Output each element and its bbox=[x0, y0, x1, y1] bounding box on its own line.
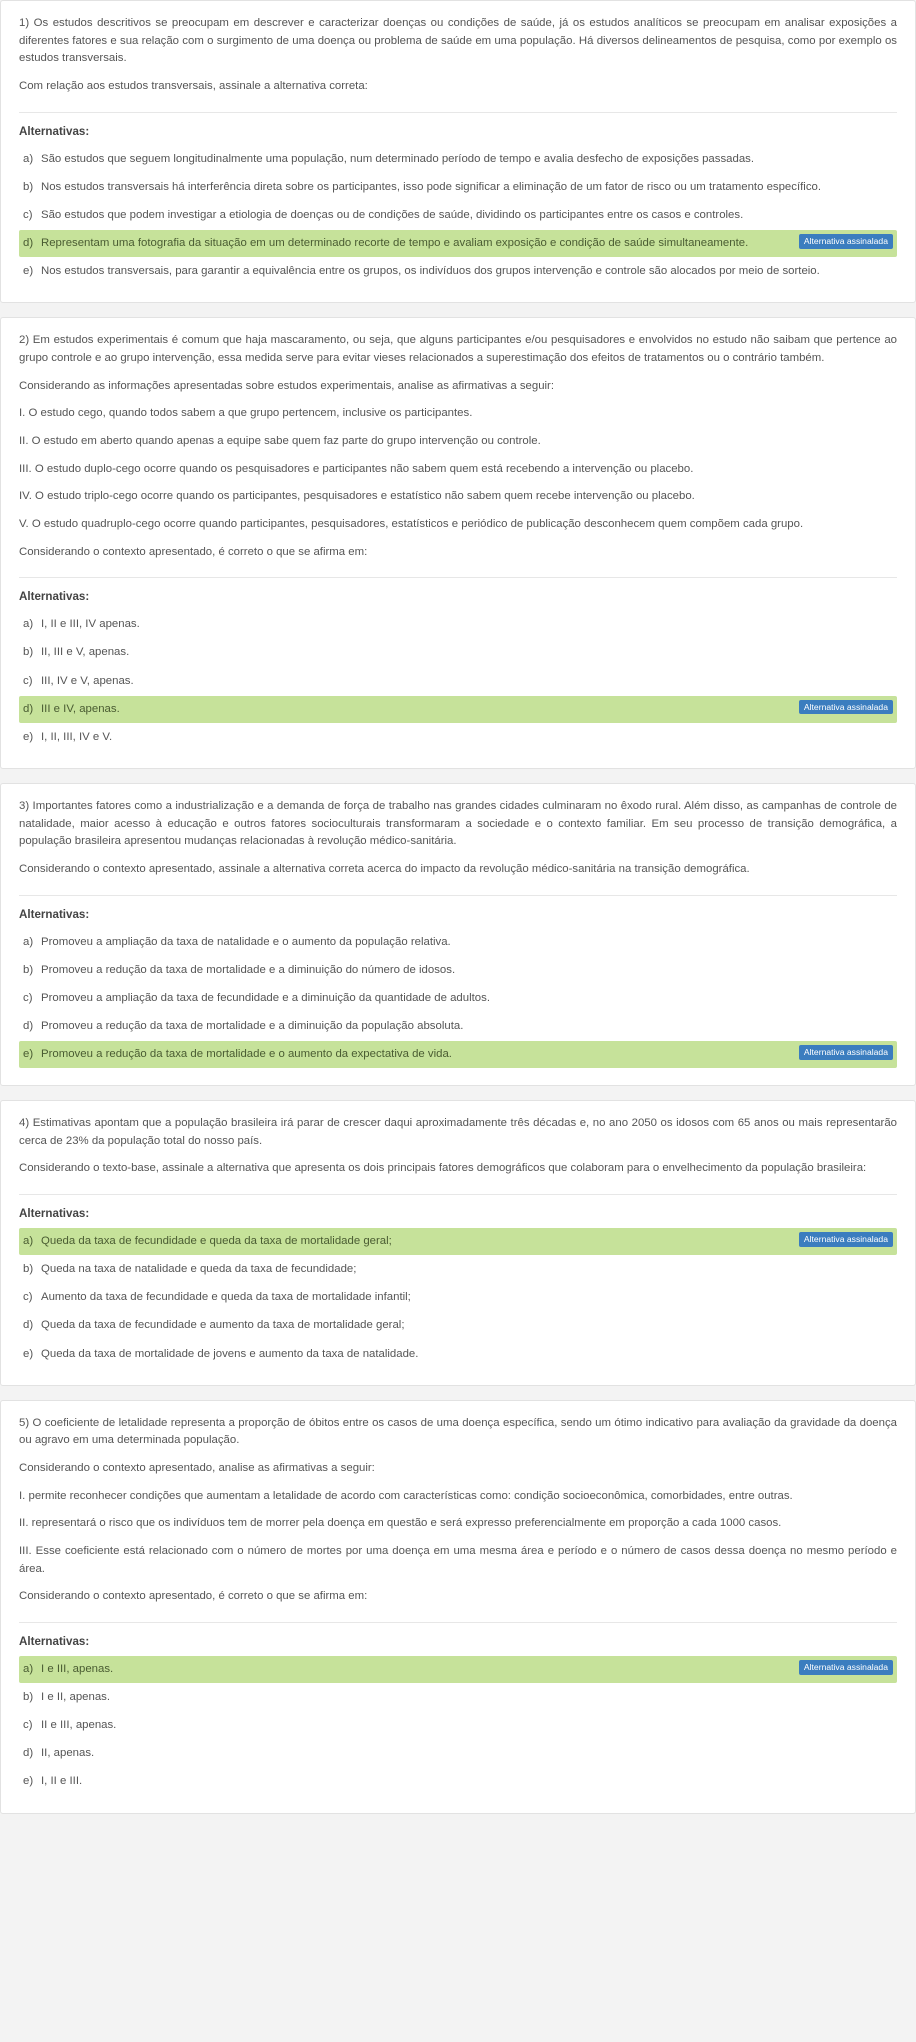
alternative-text: I e II, apenas. bbox=[41, 1691, 111, 1704]
alternative-text: Promoveu a redução da taxa de mortalidade e a diminuição da população absoluta. bbox=[41, 1019, 464, 1032]
alternative-option[interactable] bbox=[19, 202, 897, 229]
alternative-letter: d) bbox=[23, 1747, 34, 1760]
alternative-text: Aumento da taxa de fecundidade e queda da taxa de mortalidade infantil; bbox=[41, 1291, 411, 1304]
alternative-option[interactable] bbox=[19, 957, 897, 984]
alternative-letter: e) bbox=[23, 1775, 34, 1788]
alternatives-list bbox=[19, 611, 897, 751]
alternative-option[interactable] bbox=[19, 1684, 897, 1711]
alternative-selected[interactable] bbox=[19, 696, 897, 723]
alternative-selected[interactable] bbox=[19, 1228, 897, 1255]
alternative-letter: d) bbox=[23, 1019, 34, 1032]
alternative-option[interactable] bbox=[19, 1712, 897, 1739]
alternatives-list bbox=[19, 929, 897, 1069]
selected-answer-badge: Alternativa assinalada bbox=[799, 234, 893, 249]
stem-paragraph: III. Esse coeficiente está relacionado com o número de mortes por uma doença em uma mesma área e período e o número de casos dessa doença no mesmo período e área. bbox=[19, 1544, 897, 1575]
alternative-letter: e) bbox=[23, 730, 34, 743]
alternative-text: I, II, III, IV e V. bbox=[41, 730, 113, 743]
alternative-option[interactable] bbox=[19, 1256, 897, 1283]
alternative-option[interactable] bbox=[19, 611, 897, 638]
alternative-letter: e) bbox=[23, 1347, 34, 1360]
alternative-text: Nos estudos transversais, para garantir a equivalência entre os grupos, os indivíduos dos grupos intervenção e controle são alocados por meio de sorteio. bbox=[41, 265, 820, 278]
alternative-text: II, apenas. bbox=[41, 1747, 95, 1760]
alternative-text: I, II e III. bbox=[41, 1775, 83, 1788]
alternative-letter: a) bbox=[23, 1663, 34, 1675]
question-card bbox=[0, 1100, 916, 1386]
question-card bbox=[0, 783, 916, 1086]
stem-paragraph: I. O estudo cego, quando todos sabem a que grupo pertencem, inclusive os participantes. bbox=[19, 407, 473, 420]
stem-paragraph: III. O estudo duplo-cego ocorre quando os pesquisadores e participantes não sabem quem está recebendo a intervenção ou placebo. bbox=[19, 462, 694, 475]
question-stem bbox=[19, 1415, 897, 1606]
question-stem bbox=[19, 15, 897, 96]
alternative-option[interactable] bbox=[19, 1740, 897, 1767]
alternative-selected[interactable] bbox=[19, 230, 897, 257]
alternatives-list bbox=[19, 1228, 897, 1368]
alternative-text: Promoveu a redução da taxa de mortalidade e o aumento da expectativa de vida. bbox=[41, 1047, 452, 1060]
alternatives-list bbox=[19, 1656, 897, 1796]
alternative-letter: a) bbox=[23, 935, 34, 948]
stem-paragraph: Considerando o texto-base, assinale a alternativa que apresenta os dois principais fatores demográficos que colaboram para o envelhecimento da população brasileira: bbox=[19, 1162, 867, 1175]
alternative-letter: b) bbox=[23, 963, 34, 976]
stem-paragraph: IV. O estudo triplo-cego ocorre quando os participantes, pesquisadores e estatístico não sabem quem recebe intervenção ou placebo. bbox=[19, 490, 695, 503]
alternative-letter: d) bbox=[23, 237, 34, 250]
stem-paragraph: Considerando o contexto apresentado, analise as afirmativas a seguir: bbox=[19, 1461, 375, 1474]
alternative-text: Promoveu a ampliação da taxa de fecundidade e a diminuição da quantidade de adultos. bbox=[41, 991, 490, 1004]
alternative-text: Promoveu a redução da taxa de mortalidade e a diminuição do número de idosos. bbox=[41, 963, 456, 976]
alternative-text: I, II e III, IV apenas. bbox=[41, 618, 140, 631]
alternative-letter: b) bbox=[23, 646, 34, 659]
question-stem bbox=[19, 332, 897, 561]
stem-paragraph: 3) Importantes fatores como a industrialização e a demanda de força de trabalho nas grandes cidades culminaram no êxodo rural. Além disso, as campanhas de controle de natalidade, maior acesso à educação e outros fatores socioculturais transformaram a sociedade e o contexto familiar. Em seu processo de transição demográfica, a população brasileira apresentou mudanças relacionadas à revolução médico-sanitária. bbox=[19, 799, 897, 848]
alternative-option[interactable] bbox=[19, 1312, 897, 1339]
alternative-text: Nos estudos transversais há interferência direta sobre os participantes, isso pode significar a eliminação de um fator de risco ou um tratamento específico. bbox=[41, 180, 822, 193]
alternative-letter: d) bbox=[23, 702, 34, 715]
alternative-text: III, IV e V, apenas. bbox=[41, 674, 134, 687]
alternative-text: Promoveu a ampliação da taxa de natalidade e o aumento da população relativa. bbox=[41, 935, 451, 948]
alternative-letter: a) bbox=[23, 152, 34, 165]
alternative-letter: c) bbox=[23, 1291, 33, 1304]
alternative-text: São estudos que seguem longitudinalmente uma população, num determinado período de tempo e avalia desfecho de exposições passadas. bbox=[41, 152, 755, 165]
alternative-letter: d) bbox=[23, 1319, 34, 1332]
alternative-text: São estudos que podem investigar a etiologia de doenças ou de condições de saúde, dividindo os participantes entre os casos e controles. bbox=[41, 208, 744, 221]
alternative-option[interactable] bbox=[19, 929, 897, 956]
stem-paragraph: 1) Os estudos descritivos se preocupam em descrever e caracterizar doenças ou condições de saúde, já os estudos analíticos se preocupam em analisar exposições a diferentes fatores e sua relação com o surgimento de uma doença ou problema de saúde em uma população. Há diversos delineamentos de pesquisa, como por exemplo os estudos transversais. bbox=[19, 17, 897, 65]
alternative-letter: c) bbox=[23, 208, 33, 221]
alternative-letter: b) bbox=[23, 1263, 34, 1276]
stem-paragraph: II. representará o risco que os indivíduos tem de morrer pela doença em questão e será expresso preferencialmente em proporção a cada 1000 casos. bbox=[19, 1517, 782, 1530]
alternative-letter: c) bbox=[23, 674, 33, 687]
selected-answer-badge: Alternativa assinalada bbox=[799, 1232, 893, 1247]
stem-paragraph: Considerando as informações apresentadas sobre estudos experimentais, analise as afirmativas a seguir: bbox=[19, 379, 555, 392]
alternative-option[interactable] bbox=[19, 985, 897, 1012]
question-card bbox=[0, 0, 916, 303]
selected-answer-badge: Alternativa assinalada bbox=[799, 700, 893, 715]
alternative-text: Queda da taxa de fecundidade e aumento da taxa de mortalidade geral; bbox=[41, 1319, 405, 1332]
alternative-text: Queda da taxa de fecundidade e queda da taxa de mortalidade geral; bbox=[41, 1235, 392, 1248]
stem-paragraph: Considerando o contexto apresentado, assinale a alternativa correta acerca do impacto da revolução médico-sanitária na transição demográfica. bbox=[19, 862, 750, 875]
alternatives-heading: Alternativas: bbox=[19, 577, 897, 603]
selected-answer-badge: Alternativa assinalada bbox=[799, 1660, 893, 1675]
stem-paragraph: V. O estudo quadruplo-cego ocorre quando participantes, pesquisadores, estatísticos e periódico de publicação desconhecem quem compõem cada grupo. bbox=[19, 517, 804, 530]
alternatives-heading: Alternativas: bbox=[19, 1622, 897, 1648]
alternative-option[interactable] bbox=[19, 724, 897, 751]
alternative-text: Queda na taxa de natalidade e queda da taxa de fecundidade; bbox=[41, 1263, 357, 1276]
alternative-option[interactable] bbox=[19, 639, 897, 666]
stem-paragraph: 2) Em estudos experimentais é comum que haja mascaramento, ou seja, que alguns participantes e/ou pesquisadores e envolvidos no estudo não saibam que pertence ao grupo controle e ao grupo intervenção, essa medida serve para evitar vieses relacionados a superestimação dos efeitos de tratamentos ou o contrário também. bbox=[19, 334, 897, 364]
stem-paragraph: 4) Estimativas apontam que a população brasileira irá parar de crescer daqui aproximadamente três décadas e, no ano 2050 os idosos com 65 anos ou mais representarão cerca de 23% da população total do nosso país. bbox=[19, 1117, 897, 1147]
alternative-text: Representam uma fotografia da situação em um determinado recorte de tempo e avaliam exposição e condição de saúde simultaneamente. bbox=[41, 237, 749, 250]
alternative-option[interactable] bbox=[19, 1341, 897, 1368]
selected-answer-badge: Alternativa assinalada bbox=[799, 1045, 893, 1060]
alternative-option[interactable] bbox=[19, 146, 897, 173]
alternative-letter: a) bbox=[23, 1235, 34, 1248]
question-card bbox=[0, 317, 916, 769]
alternative-letter: b) bbox=[23, 180, 34, 193]
alternative-option[interactable] bbox=[19, 668, 897, 695]
stem-paragraph: 5) O coeficiente de letalidade representa a proporção de óbitos entre os casos de uma doença específica, sendo um ótimo indicativo para avaliação da gravidade da doença ou agravo em uma determinada população. bbox=[19, 1416, 897, 1447]
alternative-selected[interactable] bbox=[19, 1041, 897, 1068]
stem-paragraph: II. O estudo em aberto quando apenas a equipe sabe quem faz parte do grupo intervenção ou controle. bbox=[19, 434, 541, 447]
alternative-letter: c) bbox=[23, 991, 33, 1004]
stem-paragraph: Considerando o contexto apresentado, é correto o que se afirma em: bbox=[19, 1590, 368, 1603]
alternative-letter: e) bbox=[23, 1047, 34, 1060]
alternative-letter: e) bbox=[23, 265, 34, 278]
question-stem bbox=[19, 1115, 897, 1178]
alternative-text: II, III e V, apenas. bbox=[41, 646, 130, 659]
alternatives-list bbox=[19, 146, 897, 286]
stem-paragraph: Considerando o contexto apresentado, é correto o que se afirma em: bbox=[19, 545, 368, 558]
alternative-text: Queda da taxa de mortalidade de jovens e aumento da taxa de natalidade. bbox=[41, 1347, 419, 1360]
alternative-text: II e III, apenas. bbox=[41, 1719, 117, 1732]
alternative-selected[interactable] bbox=[19, 1656, 897, 1683]
alternative-text: I e III, apenas. bbox=[41, 1663, 114, 1675]
alternative-text: III e IV, apenas. bbox=[41, 702, 120, 715]
alternative-option[interactable] bbox=[19, 258, 897, 285]
alternative-option[interactable] bbox=[19, 1013, 897, 1040]
stem-paragraph: I. permite reconhecer condições que aumentam a letalidade de acordo com características como: condição socioeconômica, comorbidades, entre outras. bbox=[19, 1489, 793, 1502]
alternatives-heading: Alternativas: bbox=[19, 112, 897, 138]
alternatives-heading: Alternativas: bbox=[19, 895, 897, 921]
alternative-option[interactable] bbox=[19, 1768, 897, 1795]
alternative-letter: b) bbox=[23, 1691, 34, 1704]
alternatives-heading: Alternativas: bbox=[19, 1194, 897, 1220]
stem-paragraph: Com relação aos estudos transversais, assinale a alternativa correta: bbox=[19, 80, 368, 93]
question-stem bbox=[19, 798, 897, 879]
alternative-letter: a) bbox=[23, 618, 34, 631]
question-card bbox=[0, 1400, 916, 1814]
alternative-option[interactable] bbox=[19, 174, 897, 201]
alternative-option[interactable] bbox=[19, 1284, 897, 1311]
alternative-letter: c) bbox=[23, 1719, 33, 1732]
